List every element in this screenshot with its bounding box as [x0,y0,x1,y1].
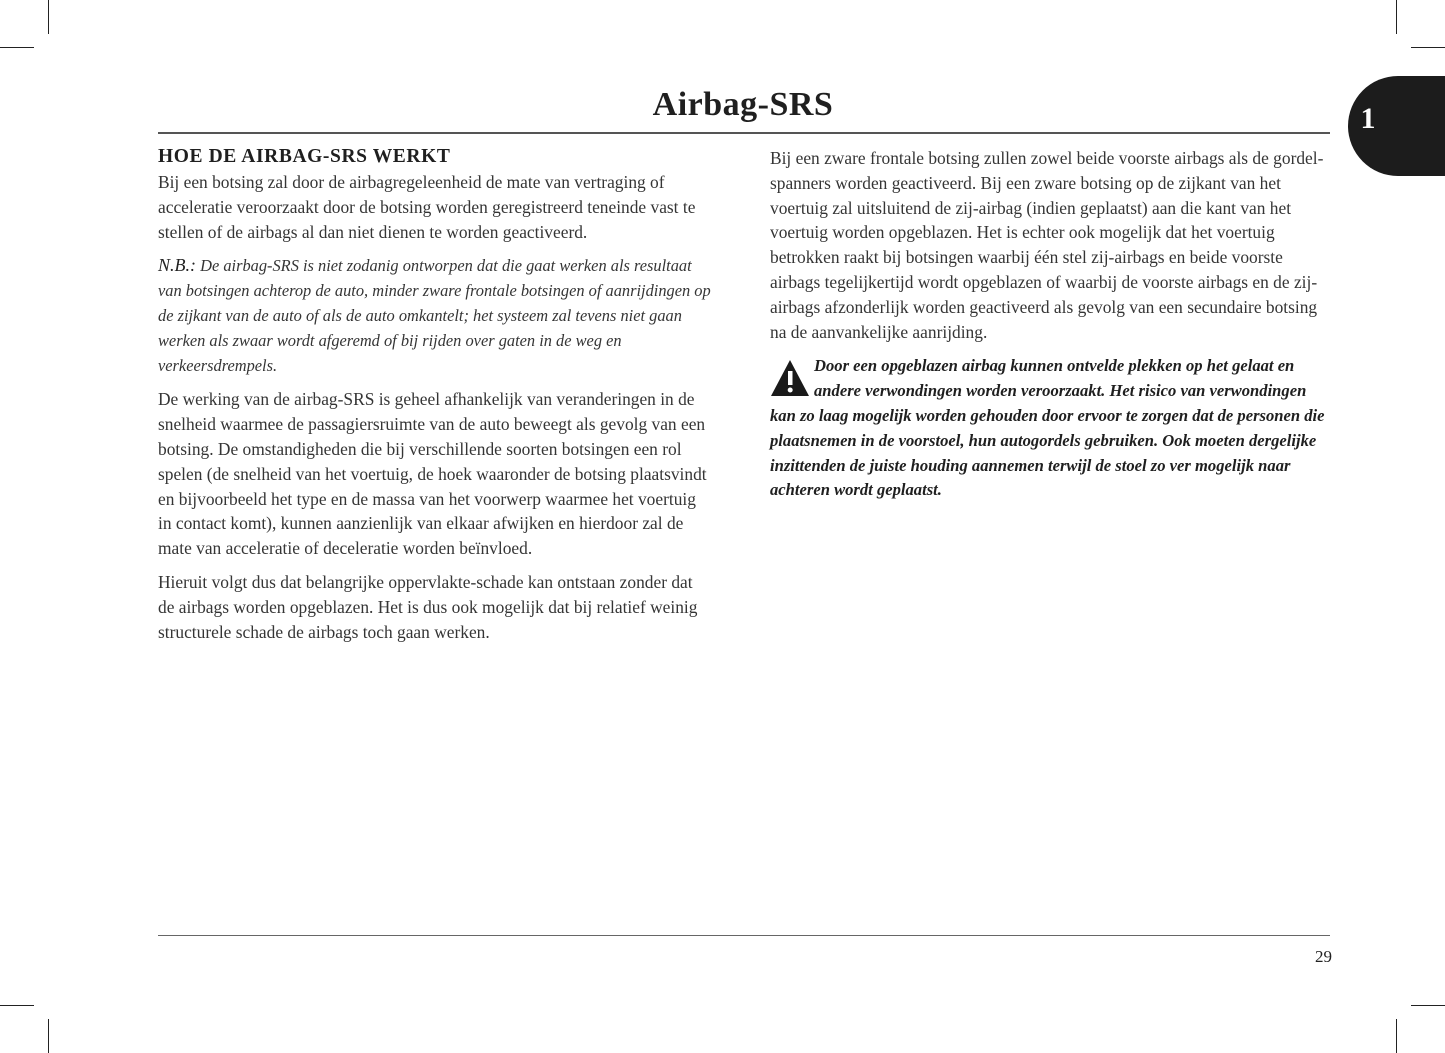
paragraph: Bij een zware frontale botsing zullen zowel beide voorste airbags als de gordel-spanners worden geactiveerd. Bij een zware botsing op de zijkant van het voertuig zal uitsluitend de zij-airbag (indien geplaatst) aan die kant van het voertuig worden opgeblazen. Het is echter ook mogelijk dat het voertuig betrokken raakt bij botsingen waarbij één stel zij-airbags en beide voorste airbags tegelijkertijd wordt opgeblazen of waarbij de voorste airbags en de zij-airbags afzonderlijk worden geactiveerd als gevolg van een secundaire botsing na de aanvankelijke aanrijding. [770,148,1324,342]
crop-mark [1411,1005,1445,1006]
chapter-number: 1 [1360,102,1376,135]
warning-text: Door een opgeblazen airbag kunnen ontvelde plekken op het gelaat en andere verwondingen worden veroorzaakt. Het risico van verwondingen kan zo laag mogelijk worden gehouden door ervoor te zorgen dat de personen die plaatsnemen in de voorstoel, hun autogordels gebruiken. Ook moeten dergelijke inzittenden de juiste houding aannemen terwijl de stoel zo ver mogelijk naar achteren wordt geplaatst. [770,356,1325,500]
paragraph: Bij een botsing zal door de airbagregeleenheid de mate van vertraging of acceleratie veroorzaakt door de botsing worden geregistreerd teneinde vast te stellen of de airbags al dan niet dienen te worden geactiveerd. [158,172,696,242]
paragraph: Hieruit volgt dus dat belangrijke oppervlakte-schade kan ontstaan zonder dat de airbags worden opgeblazen. Het is dus ook mogelijk dat bij relatief weinig structurele schade de airbags toch gaan werken. [158,571,698,642]
crop-mark [48,0,49,34]
page-title: Airbag-SRS [652,86,834,123]
crop-mark [1396,0,1397,34]
crop-mark [1411,47,1445,48]
note-text: De airbag-SRS is niet zodanig ontworpen dat die gaat werken als resultaat van botsingen achterop de auto, minder zware frontale botsingen of aanrijdingen op de zijkant van de auto of als de auto omkantelt; het systeem zal tevens niet gaan werken als zwaar wordt afgeremd of bij rijden over gaten in de weg en verkeersdrempels. [158,256,711,375]
crop-mark [1396,1019,1397,1053]
crop-mark [48,1019,49,1053]
warning-triangle-icon [770,358,810,398]
left-column [158,146,713,653]
note-paragraph [158,253,713,378]
warning-block [770,354,1330,503]
page-number: 29 [1315,947,1332,966]
footer-divider [158,935,1330,936]
right-column [770,146,1330,503]
crop-mark [0,1005,34,1006]
note-label: N.B.: [158,255,196,276]
header-divider [158,132,1330,134]
paragraph: De werking van de airbag-SRS is geheel afhankelijk van veranderingen in de snelheid waarmee de passagiersruimte van de auto beweegt als gevolg van een botsing. De omstandigheden die bij verschillende soorten botsingen een rol spelen (de snelheid van het voertuig, de hoek waaronder de botsing plaatsvindt en bijvoorbeeld het type en de massa van het voorwerp waarmee het voertuig in contact komt), kunnen aanzienlijk van elkaar afwijken en hierdoor zal de mate van acceleratie of deceleratie worden beïnvloed. [158,389,707,559]
chapter-tab [1348,76,1445,176]
section-heading: HOE DE AIRBAG-SRS WERKT [158,146,451,167]
crop-mark [0,47,34,48]
